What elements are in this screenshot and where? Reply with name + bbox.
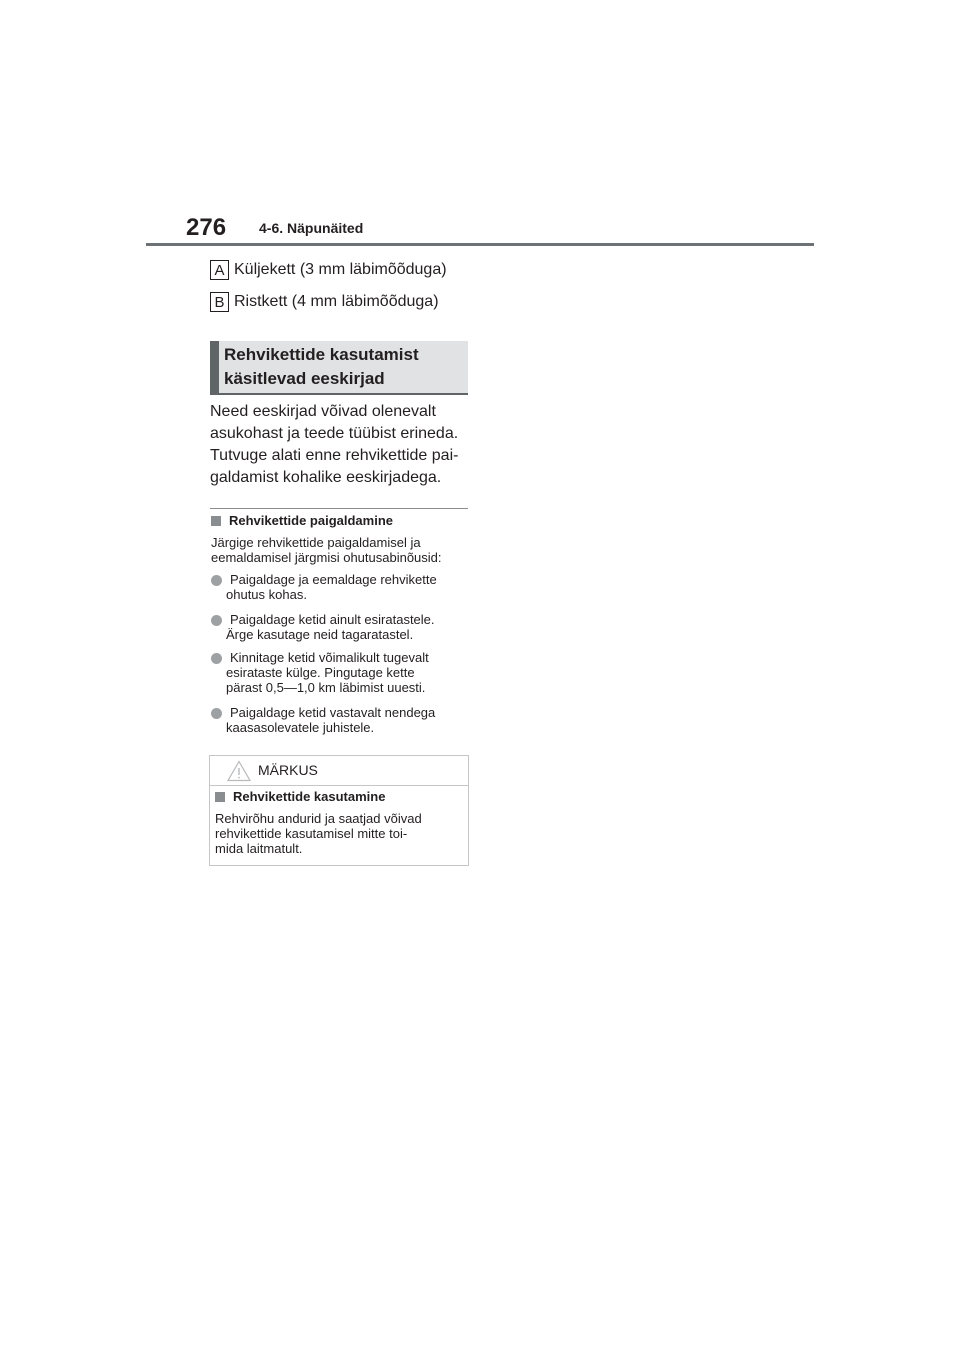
list-item (211, 650, 469, 695)
notice-line: rehvikettide kasutamisel mitte toi- (215, 826, 408, 841)
list-item-line: kaasasolevatele juhistele. (226, 720, 375, 735)
list-item-line: esirataste külge. Pingutage kette (226, 665, 415, 680)
list-item (211, 572, 469, 602)
list-item-line: Paigaldage ketid ainult esiratastele. (230, 612, 435, 627)
section-title: 4-6. Näpunäited (259, 220, 364, 236)
list-item-line: Paigaldage ja eemaldage rehvikette (230, 572, 437, 587)
notice-box (209, 755, 469, 866)
round-bullet-icon (211, 615, 222, 626)
notice-label: MÄRKUS (258, 762, 318, 778)
list-item (211, 705, 469, 735)
list-item-line: Kinnitage ketid võimalikult tugevalt (230, 650, 429, 665)
section-heading-line2: käsitlevad eeskirjad (224, 369, 385, 388)
notice-heading (215, 789, 385, 805)
list-item-line: ohutus kohas. (226, 587, 307, 602)
installation-heading (211, 513, 393, 529)
list-item-line: pärast 0,5—1,0 km läbimist uuesti. (226, 680, 426, 695)
label-text-a: Küljekett (3 mm läbimõõduga) (234, 261, 447, 278)
notice-header (210, 756, 468, 786)
installation-description (211, 535, 473, 565)
notice-body (215, 811, 465, 856)
section-heading-line1: Rehvikettide kasutamist (224, 345, 419, 364)
installation-title: Rehvikettide paigaldamine (229, 513, 393, 528)
label-letter-b: B (210, 292, 229, 312)
intro-line: asukohast ja teede tüübist erineda. (210, 425, 459, 442)
intro-line: Need eeskirjad võivad olenevalt (210, 403, 436, 420)
description-line: eemaldamisel järgmisi ohutusabinõusid: (211, 550, 442, 565)
square-bullet-icon (215, 792, 225, 802)
section-heading (210, 341, 468, 395)
warning-triangle-icon (227, 760, 251, 782)
description-line: Järgige rehvikettide paigaldamisel ja (211, 535, 421, 550)
label-item-a (210, 260, 447, 280)
round-bullet-icon (211, 653, 222, 664)
label-letter-a: A (210, 260, 229, 280)
round-bullet-icon (211, 575, 222, 586)
list-item (211, 612, 469, 642)
label-text-b: Ristkett (4 mm läbimõõduga) (234, 293, 439, 310)
round-bullet-icon (211, 708, 222, 719)
notice-line: mida laitmatult. (215, 841, 303, 856)
label-item-b (210, 292, 439, 312)
list-item-line: Paigaldage ketid vastavalt nendega (230, 705, 436, 720)
subsection-divider (210, 508, 468, 509)
square-bullet-icon (211, 516, 221, 526)
intro-line: Tutvuge alati enne rehvikettide pai- (210, 447, 459, 464)
list-item-line: Ärge kasutage neid tagaratastel. (226, 627, 414, 642)
intro-paragraph (210, 401, 472, 489)
notice-line: Rehvirõhu andurid ja saatjad võivad (215, 811, 422, 826)
page-number: 276 (186, 214, 227, 241)
intro-line: galdamist kohalike eeskirjadega. (210, 469, 442, 486)
header-divider (146, 243, 814, 246)
notice-title: Rehvikettide kasutamine (233, 789, 386, 804)
